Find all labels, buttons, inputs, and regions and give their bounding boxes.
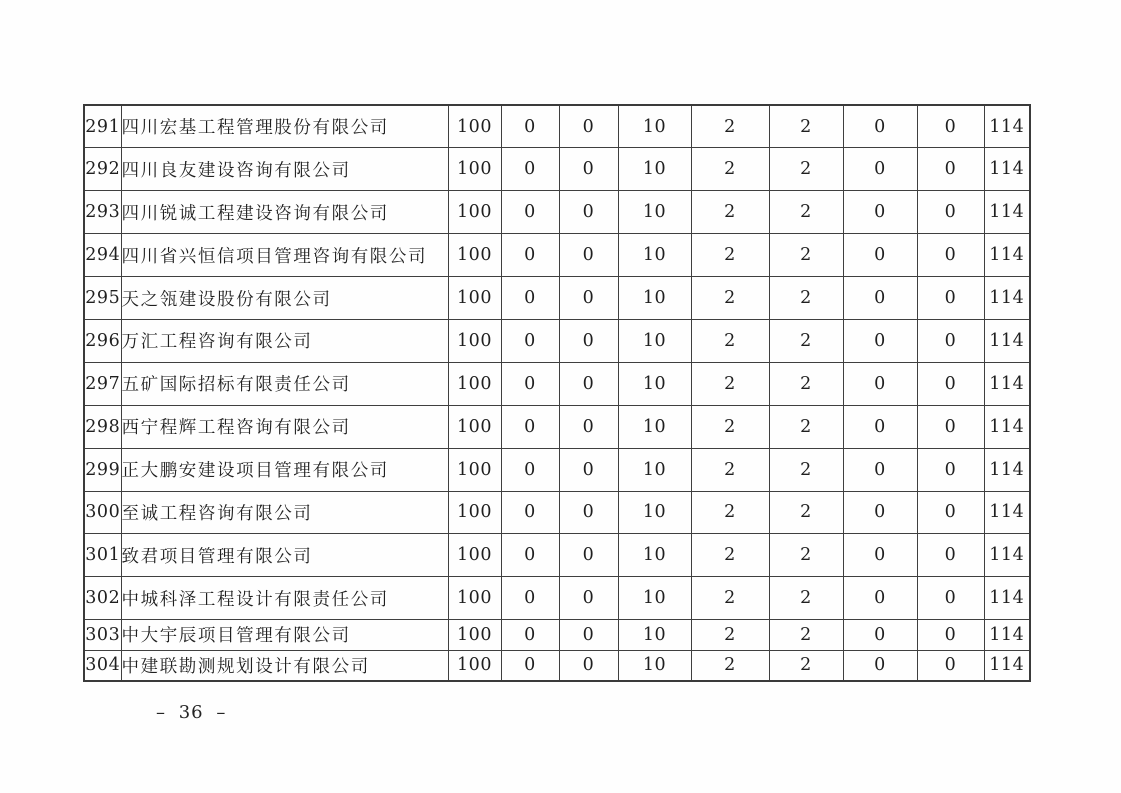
score-cell: 2	[769, 191, 843, 234]
score-cell: 0	[559, 405, 618, 448]
score-cell: 0	[843, 148, 917, 191]
score-cell: 10	[618, 234, 691, 277]
score-cell: 0	[501, 105, 559, 148]
score-cell: 0	[501, 448, 559, 491]
score-table	[83, 104, 1031, 682]
row-number-cell: 291	[84, 105, 121, 148]
score-cell: 2	[769, 319, 843, 362]
score-cell: 100	[448, 277, 501, 320]
score-cell: 114	[984, 277, 1030, 320]
company-name-cell: 四川良友建设咨询有限公司	[121, 148, 448, 191]
score-cell: 0	[559, 448, 618, 491]
score-cell: 100	[448, 650, 501, 681]
score-cell: 2	[769, 448, 843, 491]
score-cell: 0	[501, 491, 559, 534]
score-cell: 2	[769, 650, 843, 681]
company-name-cell: 四川省兴恒信项目管理咨询有限公司	[121, 234, 448, 277]
company-name-cell: 中大宇辰项目管理有限公司	[121, 620, 448, 651]
table-row	[84, 534, 1030, 577]
table-row	[84, 650, 1030, 681]
page-number: – 36 –	[156, 702, 227, 723]
score-cell: 0	[559, 191, 618, 234]
score-cell: 100	[448, 534, 501, 577]
score-cell: 2	[691, 148, 769, 191]
score-cell: 114	[984, 620, 1030, 651]
table-row	[84, 362, 1030, 405]
score-cell: 2	[691, 105, 769, 148]
company-name-cell: 中城科泽工程设计有限责任公司	[121, 577, 448, 620]
row-number-cell: 302	[84, 577, 121, 620]
score-cell: 10	[618, 148, 691, 191]
score-cell: 10	[618, 534, 691, 577]
score-cell: 100	[448, 191, 501, 234]
score-cell: 2	[769, 405, 843, 448]
score-cell: 0	[917, 105, 984, 148]
score-cell: 114	[984, 191, 1030, 234]
company-name-cell: 五矿国际招标有限责任公司	[121, 362, 448, 405]
table-row	[84, 277, 1030, 320]
score-cell: 10	[618, 577, 691, 620]
score-cell: 100	[448, 234, 501, 277]
score-cell: 0	[917, 448, 984, 491]
score-cell: 0	[559, 148, 618, 191]
score-cell: 100	[448, 405, 501, 448]
row-number-cell: 303	[84, 620, 121, 651]
company-name-cell: 四川宏基工程管理股份有限公司	[121, 105, 448, 148]
score-cell: 0	[843, 191, 917, 234]
score-cell: 10	[618, 191, 691, 234]
score-cell: 100	[448, 491, 501, 534]
score-cell: 0	[843, 405, 917, 448]
score-cell: 0	[917, 191, 984, 234]
row-number-cell: 293	[84, 191, 121, 234]
table-row	[84, 448, 1030, 491]
score-cell: 0	[559, 620, 618, 651]
score-cell: 2	[691, 577, 769, 620]
score-cell: 0	[501, 577, 559, 620]
score-cell: 0	[917, 277, 984, 320]
score-cell: 0	[917, 362, 984, 405]
score-cell: 0	[917, 650, 984, 681]
score-cell: 2	[691, 405, 769, 448]
table-row	[84, 319, 1030, 362]
score-cell: 0	[843, 105, 917, 148]
table-row	[84, 577, 1030, 620]
score-cell: 0	[917, 405, 984, 448]
score-cell: 10	[618, 650, 691, 681]
score-cell: 2	[769, 105, 843, 148]
company-name-cell: 正大鹏安建设项目管理有限公司	[121, 448, 448, 491]
score-cell: 114	[984, 234, 1030, 277]
score-cell: 0	[917, 620, 984, 651]
score-cell: 0	[559, 105, 618, 148]
table-row	[84, 191, 1030, 234]
score-cell: 114	[984, 534, 1030, 577]
score-cell: 0	[501, 405, 559, 448]
row-number-cell: 298	[84, 405, 121, 448]
score-cell: 114	[984, 577, 1030, 620]
row-number-cell: 301	[84, 534, 121, 577]
score-cell: 0	[559, 277, 618, 320]
score-cell: 0	[559, 650, 618, 681]
score-cell: 2	[691, 191, 769, 234]
row-number-cell: 300	[84, 491, 121, 534]
score-cell: 0	[501, 234, 559, 277]
company-name-cell: 四川锐诚工程建设咨询有限公司	[121, 191, 448, 234]
table-row	[84, 491, 1030, 534]
score-cell: 0	[843, 234, 917, 277]
company-name-cell: 天之瓴建设股份有限公司	[121, 277, 448, 320]
score-cell: 0	[917, 577, 984, 620]
score-cell: 114	[984, 448, 1030, 491]
score-cell: 10	[618, 448, 691, 491]
score-cell: 0	[917, 491, 984, 534]
score-cell: 0	[559, 534, 618, 577]
company-name-cell: 中建联勘测规划设计有限公司	[121, 650, 448, 681]
score-cell: 0	[501, 620, 559, 651]
score-cell: 100	[448, 362, 501, 405]
table-row	[84, 148, 1030, 191]
score-cell: 100	[448, 319, 501, 362]
score-cell: 2	[769, 620, 843, 651]
score-cell: 10	[618, 277, 691, 320]
table-row	[84, 234, 1030, 277]
score-cell: 114	[984, 319, 1030, 362]
score-cell: 0	[843, 491, 917, 534]
company-name-cell: 致君项目管理有限公司	[121, 534, 448, 577]
score-cell: 114	[984, 148, 1030, 191]
score-cell: 2	[691, 277, 769, 320]
row-number-cell: 297	[84, 362, 121, 405]
score-cell: 2	[691, 362, 769, 405]
score-cell: 0	[501, 319, 559, 362]
score-cell: 2	[769, 577, 843, 620]
score-cell: 0	[843, 448, 917, 491]
score-cell: 2	[691, 234, 769, 277]
score-cell: 0	[559, 234, 618, 277]
company-name-cell: 至诚工程咨询有限公司	[121, 491, 448, 534]
score-cell: 114	[984, 650, 1030, 681]
table-row	[84, 405, 1030, 448]
row-number-cell: 294	[84, 234, 121, 277]
score-cell: 2	[691, 620, 769, 651]
score-cell: 2	[691, 650, 769, 681]
score-cell: 0	[843, 620, 917, 651]
score-cell: 10	[618, 362, 691, 405]
row-number-cell: 292	[84, 148, 121, 191]
score-cell: 114	[984, 405, 1030, 448]
company-name-cell: 西宁程辉工程咨询有限公司	[121, 405, 448, 448]
score-cell: 2	[691, 319, 769, 362]
table-row	[84, 620, 1030, 651]
score-cell: 10	[618, 319, 691, 362]
row-number-cell: 296	[84, 319, 121, 362]
score-cell: 0	[843, 319, 917, 362]
score-cell: 2	[769, 362, 843, 405]
score-cell: 0	[843, 577, 917, 620]
company-name-cell: 万汇工程咨询有限公司	[121, 319, 448, 362]
score-cell: 0	[843, 650, 917, 681]
score-cell: 2	[769, 534, 843, 577]
score-cell: 0	[843, 362, 917, 405]
score-cell: 100	[448, 448, 501, 491]
score-cell: 10	[618, 491, 691, 534]
score-cell: 0	[917, 234, 984, 277]
score-cell: 0	[917, 534, 984, 577]
score-cell: 10	[618, 105, 691, 148]
score-cell: 10	[618, 620, 691, 651]
score-cell: 100	[448, 105, 501, 148]
score-cell: 0	[559, 491, 618, 534]
score-cell: 0	[501, 534, 559, 577]
row-number-cell: 304	[84, 650, 121, 681]
score-cell: 114	[984, 105, 1030, 148]
score-cell: 0	[501, 191, 559, 234]
score-cell: 10	[618, 405, 691, 448]
score-cell: 0	[501, 362, 559, 405]
score-cell: 114	[984, 362, 1030, 405]
score-cell: 0	[559, 577, 618, 620]
score-cell: 2	[769, 234, 843, 277]
score-cell: 2	[691, 534, 769, 577]
score-cell: 0	[843, 277, 917, 320]
score-cell: 0	[917, 148, 984, 191]
score-cell: 2	[691, 491, 769, 534]
score-cell: 0	[501, 650, 559, 681]
score-cell: 2	[691, 448, 769, 491]
score-cell: 2	[769, 148, 843, 191]
score-cell: 0	[501, 148, 559, 191]
table-row	[84, 105, 1030, 148]
score-cell: 100	[448, 148, 501, 191]
score-cell: 0	[917, 319, 984, 362]
score-cell: 114	[984, 491, 1030, 534]
score-cell: 0	[843, 534, 917, 577]
score-cell: 2	[769, 491, 843, 534]
score-table-body	[84, 105, 1030, 681]
score-cell: 100	[448, 577, 501, 620]
row-number-cell: 299	[84, 448, 121, 491]
row-number-cell: 295	[84, 277, 121, 320]
score-cell: 0	[501, 277, 559, 320]
score-cell: 2	[769, 277, 843, 320]
score-cell: 0	[559, 319, 618, 362]
score-cell: 100	[448, 620, 501, 651]
score-cell: 0	[559, 362, 618, 405]
